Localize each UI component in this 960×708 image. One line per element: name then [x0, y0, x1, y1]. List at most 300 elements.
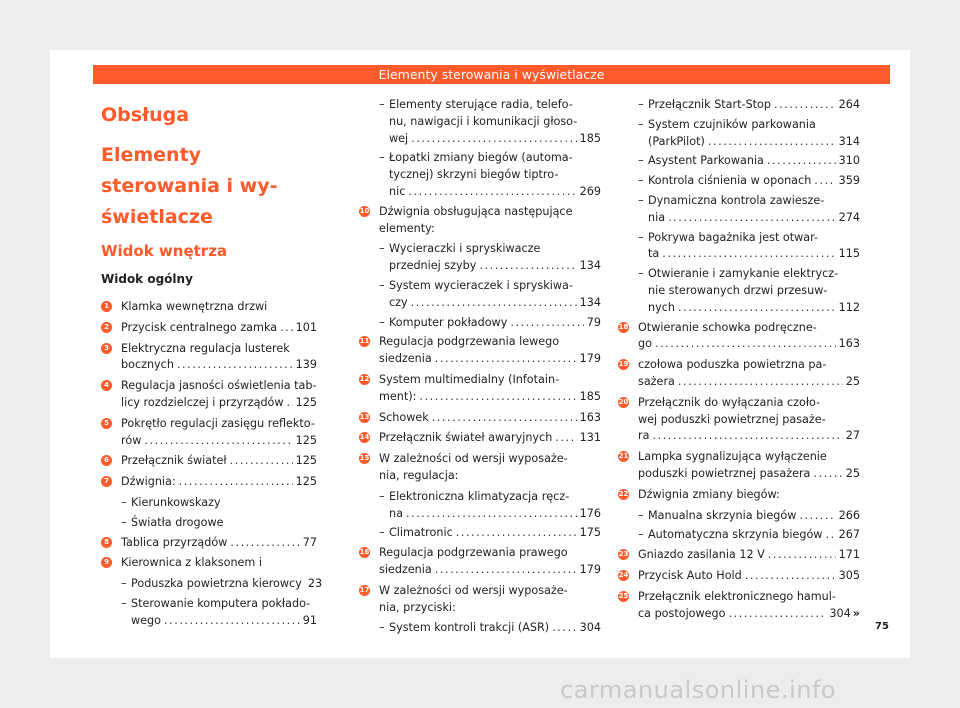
entry-text: rów: [121, 433, 142, 447]
entry-last-line: [121, 395, 317, 412]
callout-number-badge: 7: [101, 476, 112, 487]
dash-bullet: –: [638, 528, 644, 542]
callout-number-badge: 3: [101, 343, 112, 354]
sub-entry: [101, 576, 323, 593]
page-reference-link[interactable]: 310: [838, 154, 860, 168]
entry-text: Dźwignia:: [121, 475, 176, 489]
entry-text-line: Łopatki zmiany biegów (automa-: [389, 151, 573, 165]
index-entry: [101, 535, 317, 552]
leader-dots: [164, 613, 300, 630]
sub-entry: [359, 278, 601, 312]
entry-last-line: [131, 613, 317, 630]
section-header-bar: Elementy sterowania i wyświetlacze: [93, 65, 890, 84]
entry-text: licy rozdzielczej i przyrządów: [121, 395, 284, 409]
entry-text: Schowek: [379, 410, 429, 424]
entry-text-line: Wycieraczki i spryskiwacze: [389, 242, 541, 256]
sub-entry: [101, 495, 317, 512]
entry-last-line: [389, 525, 601, 542]
page-reference-link[interactable]: 134: [579, 295, 601, 309]
index-entry: [359, 372, 601, 406]
index-entry: [618, 547, 860, 564]
sub-entry: [101, 515, 317, 532]
sub-entry: [618, 266, 860, 316]
callout-number-badge: 25: [618, 591, 629, 600]
page-reference-link[interactable]: 101: [295, 320, 317, 334]
heading-widok-ogolny: [101, 271, 317, 287]
entry-text: siedzenia: [379, 562, 432, 576]
entry-text: Kierunkowskazy: [131, 495, 221, 509]
entry-text: Kierownica z klaksonem i: [121, 556, 262, 570]
entry-text: elementy:: [379, 221, 435, 235]
leader-dots: [555, 430, 576, 447]
index-entry: [101, 555, 317, 572]
entry-text-line: W zależności od wersji wyposaże-: [379, 452, 568, 466]
page-reference-link[interactable]: 163: [838, 337, 860, 351]
entry-text: go: [638, 337, 652, 351]
entry-last-line: [121, 433, 317, 450]
leader-dots: [177, 357, 293, 374]
sub-entry: [618, 527, 860, 544]
entry-last-line: [389, 506, 601, 523]
page-reference-link[interactable]: 125: [295, 475, 317, 489]
index-entry: [101, 378, 317, 412]
callout-number-badge: 20: [618, 397, 629, 406]
sub-entry: [618, 97, 860, 114]
index-entry: [359, 334, 601, 368]
entry-text-line: Przełącznik do wyłączania czoło-: [638, 395, 821, 409]
entry-text: czy: [389, 295, 408, 309]
callout-number-badge: 14: [359, 433, 370, 442]
dash-bullet: –: [379, 526, 385, 540]
entry-last-line: [638, 428, 860, 445]
heading-obsluga: Obsługa: [101, 104, 190, 126]
entry-text: Światła drogowe: [131, 515, 224, 529]
heading-widok-wnetrza: Widok wnętrza: [101, 242, 228, 260]
entry-text: ra: [638, 429, 650, 443]
sub-entry: [359, 489, 601, 523]
heading-elementy-sterowania: [101, 140, 317, 233]
index-entry: [101, 341, 317, 375]
page-reference-link[interactable]: 112: [838, 300, 860, 314]
heading-line-1: Elementy sterowania i wy-: [101, 144, 278, 197]
page-reference-link[interactable]: 359: [838, 174, 860, 188]
entry-text-line: Elementy sterujące radia, telefo-: [389, 98, 573, 111]
sub-entry: [359, 241, 601, 275]
entry-text: Manualna skrzynia biegów: [648, 508, 797, 522]
sub-entry: [359, 620, 601, 637]
entry-text: Przełącznik świateł: [121, 454, 227, 468]
entry-text: Przycisk centralnego zamka: [121, 320, 278, 334]
callout-number-badge: 5: [101, 418, 112, 429]
leader-dots: [662, 246, 835, 263]
entry-text: (ParkPilot): [648, 134, 705, 148]
leader-dots: [406, 506, 577, 523]
sub-entry: [618, 117, 860, 151]
entry-last-line: [638, 547, 860, 564]
entry-last-line: [389, 620, 601, 637]
page-reference-link[interactable]: 77: [302, 535, 317, 549]
column-3: [618, 97, 860, 626]
entry-text: Poduszka powietrzna kierowcy: [131, 577, 302, 591]
callout-number-badge: 6: [101, 455, 112, 466]
page-reference-link[interactable]: 125: [295, 454, 317, 468]
entry-text-line: Otwieranie schowka podręczne-: [638, 320, 817, 334]
entry-last-line: [648, 508, 860, 525]
page-reference-link[interactable]: 305: [838, 568, 860, 582]
sub-entry: [359, 97, 601, 147]
callout-number-badge: 19: [618, 360, 629, 369]
callout-number-badge: 18: [618, 322, 629, 331]
entry-text-line: nia, regulacja:: [379, 468, 459, 482]
entry-text: bocznych: [121, 358, 174, 372]
dash-bullet: –: [121, 515, 127, 529]
dash-bullet: –: [638, 174, 644, 188]
dash-bullet: –: [638, 267, 644, 281]
entry-last-line: [389, 295, 601, 312]
page-reference-link[interactable]: 175: [579, 526, 601, 540]
page-reference-link[interactable]: 27: [845, 429, 860, 443]
leader-dots: [813, 466, 842, 483]
entry-last-line: [121, 320, 317, 337]
entry-text-line: wej poduszki powietrznej pasaże-: [638, 412, 826, 426]
entry-text: sażera: [638, 374, 675, 388]
callout-number-badge: 10: [359, 206, 370, 215]
entry-last-line: [379, 389, 601, 406]
heading-widok-ogolny-label: Widok ogólny: [101, 272, 193, 286]
entry-last-line: [131, 576, 323, 593]
callout-number-badge: 24: [618, 570, 629, 579]
page-reference-link[interactable]: 264: [838, 98, 860, 111]
entry-last-line: [648, 527, 860, 544]
dash-bullet: –: [379, 621, 385, 635]
index-entry: [359, 451, 601, 485]
entry-text-line: System multimedialny (Infotain-: [379, 372, 560, 386]
page-reference-link[interactable]: 176: [579, 506, 601, 520]
entry-text-line: Otwieranie i zamykanie elektrycz-: [648, 267, 839, 281]
page-reference-link[interactable]: 267: [838, 528, 860, 542]
page-reference-link[interactable]: 304: [579, 621, 601, 635]
leader-dots: [280, 320, 293, 337]
index-list-column-2: [359, 97, 601, 637]
entry-text-line: nie sterowanych drzwi przesuw-: [648, 283, 828, 297]
entry-last-line: [379, 351, 601, 368]
sub-entry: [618, 230, 860, 264]
callout-number-badge: 23: [618, 550, 629, 559]
index-entry: [618, 395, 860, 445]
page-reference-link[interactable]: 185: [579, 389, 601, 403]
dash-bullet: –: [638, 193, 644, 207]
leader-dots: [408, 184, 576, 201]
entry-text-line: Pokrywa bagażnika jest otwar-: [648, 230, 819, 244]
dash-bullet: –: [379, 242, 385, 256]
page-reference-link[interactable]: 163: [579, 410, 601, 424]
dash-bullet: –: [638, 98, 644, 111]
leader-dots: [435, 562, 577, 579]
index-entry: [359, 204, 601, 238]
entry-last-line: [648, 173, 860, 190]
leader-dots: [745, 568, 836, 585]
dash-bullet: –: [121, 577, 127, 591]
index-entry: [101, 416, 317, 450]
index-entry: [618, 568, 860, 585]
entry-last-line: [121, 299, 317, 316]
entry-text: Kontrola ciśnienia w oponach: [648, 174, 812, 188]
index-entry: [101, 453, 317, 470]
leader-dots: [668, 210, 836, 227]
callout-number-badge: 12: [359, 374, 370, 383]
entry-text-line: nia, przyciski:: [379, 600, 456, 614]
sub-entry: [101, 596, 317, 630]
leader-dots: [768, 547, 836, 564]
entry-text: siedzenia: [379, 352, 432, 366]
dash-bullet: –: [638, 117, 644, 131]
entry-last-line: [648, 246, 860, 263]
page-reference-link[interactable]: 134: [579, 259, 601, 273]
callout-number-badge: 17: [359, 585, 370, 594]
leader-dots: [144, 433, 292, 450]
callout-number-badge: 21: [618, 452, 629, 461]
leader-dots: [678, 300, 836, 317]
page-reference-link[interactable]: 314: [838, 134, 860, 148]
dash-bullet: –: [638, 230, 644, 244]
entry-text: Asystent Parkowania: [648, 154, 764, 168]
leader-dots: [287, 395, 293, 412]
leader-dots: [411, 295, 577, 312]
page-reference-link[interactable]: 25: [845, 374, 860, 388]
entry-text: Climatronic: [389, 526, 453, 540]
page-reference-link[interactable]: 91: [302, 613, 317, 627]
page-reference-link[interactable]: 179: [579, 562, 601, 576]
entry-last-line: [638, 487, 860, 504]
column-1: [101, 104, 323, 633]
entry-text: System kontroli trakcji (ASR): [389, 621, 550, 635]
entry-text-line: Pokrętło regulacji zasięgu reflekto-: [121, 416, 315, 430]
entry-text: nic: [389, 184, 406, 198]
continue-arrow-icon: »: [852, 606, 860, 620]
entry-last-line: [121, 453, 317, 470]
entry-last-line: [379, 410, 601, 427]
entry-text-line: Elektryczna regulacja lusterek: [121, 341, 290, 355]
leader-dots: [814, 173, 835, 190]
entry-last-line: [638, 568, 860, 585]
entry-text-line: czołowa poduszka powietrzna pa-: [638, 358, 827, 372]
entry-text-line: System czujników parkowania: [648, 117, 816, 131]
entry-text: ca postojowego: [638, 606, 726, 620]
page-reference-link[interactable]: 25: [845, 466, 860, 480]
leader-dots: [767, 153, 836, 170]
index-entry: [618, 449, 860, 483]
entry-last-line: [638, 336, 860, 353]
index-entry: [618, 589, 860, 623]
entry-text: ment):: [379, 389, 417, 403]
leader-dots: [774, 97, 836, 114]
leader-dots: [230, 453, 293, 470]
dash-bullet: –: [121, 495, 127, 509]
column-2: [359, 97, 601, 640]
entry-last-line: [131, 495, 317, 512]
callout-number-badge: 2: [101, 322, 112, 333]
sub-entry: [618, 508, 860, 525]
leader-dots: [799, 508, 835, 525]
entry-last-line: [389, 184, 601, 201]
callout-number-badge: 13: [359, 412, 370, 421]
entry-last-line: [379, 562, 601, 579]
leader-dots: [456, 525, 577, 542]
leader-dots: [652, 428, 842, 445]
dash-bullet: –: [379, 151, 385, 165]
entry-text-line: Dźwignia obsługująca następujące: [379, 204, 573, 218]
leader-dots: [708, 134, 836, 151]
entry-text: poduszki powietrznej pasażera: [638, 466, 811, 480]
entry-last-line: [638, 466, 860, 483]
page-reference-link[interactable]: 131: [579, 431, 601, 445]
page-reference-link[interactable]: 171: [838, 548, 860, 562]
entry-last-line: [638, 606, 860, 623]
callout-number-badge: 4: [101, 380, 112, 391]
entry-text: Komputer pokładowy: [389, 315, 508, 329]
dash-bullet: –: [379, 489, 385, 503]
leader-dots: [432, 410, 577, 427]
index-entry: [359, 410, 601, 427]
callout-number-badge: 15: [359, 454, 370, 463]
page-reference-link[interactable]: 23: [307, 577, 323, 591]
leader-dots: [825, 527, 835, 544]
sub-entry: [618, 153, 860, 170]
page-reference-link[interactable]: 115: [838, 247, 860, 261]
page-reference-link[interactable]: 79: [586, 315, 601, 329]
entry-last-line: [131, 515, 317, 532]
leader-dots: [510, 315, 583, 332]
index-entry: [101, 474, 317, 491]
sub-entry: [359, 525, 601, 542]
callout-number-badge: 16: [359, 548, 370, 557]
entry-text-line: Sterowanie komputera pokłado-: [131, 596, 311, 610]
sub-entry: [359, 150, 601, 200]
entry-text-line: W zależności od wersji wyposaże-: [379, 583, 568, 597]
leader-dots: [411, 131, 576, 148]
entry-text: nia: [648, 210, 666, 224]
entry-text: na: [389, 506, 403, 520]
entry-last-line: [121, 474, 317, 491]
callout-number-badge: 8: [101, 537, 112, 548]
entry-text: wej: [389, 131, 409, 145]
index-list-column-1: [101, 299, 323, 630]
entry-text-line: Dynamiczna kontrola zawiesze-: [648, 193, 825, 207]
index-entry: [101, 320, 317, 337]
entry-text: Dźwignia zmiany biegów:: [638, 487, 780, 501]
entry-text: Gniazdo zasilania 12 V: [638, 548, 765, 562]
entry-text: Klamka wewnętrzna drzwi: [121, 300, 268, 313]
entry-text-line: Elektroniczna klimatyzacja ręcz-: [389, 489, 570, 503]
leader-dots: [230, 535, 299, 552]
entry-text: Tablica przyrządów: [121, 535, 228, 549]
entry-text-line: Regulacja podgrzewania prawego: [379, 546, 568, 560]
entry-last-line: [121, 555, 317, 572]
entry-text-line: Regulacja jasności oświetlenia tab-: [121, 379, 317, 393]
page-reference-link[interactable]: 185: [579, 131, 601, 145]
dash-bullet: –: [638, 508, 644, 522]
entry-last-line: [121, 535, 317, 552]
index-entry: [618, 320, 860, 354]
leader-dots: [552, 620, 576, 637]
sub-entry: [618, 173, 860, 190]
callout-number-badge: 11: [359, 337, 370, 346]
entry-text: Przełącznik Start-Stop: [648, 98, 771, 111]
page-reference-link[interactable]: 125: [295, 395, 317, 409]
leader-dots: [179, 474, 293, 491]
callout-number-badge: 1: [101, 301, 112, 312]
entry-text-line: Regulacja podgrzewania lewego: [379, 335, 560, 349]
page-reference-link[interactable]: 304: [829, 606, 851, 620]
page-reference-link[interactable]: 179: [579, 352, 601, 366]
entry-last-line: [389, 131, 601, 148]
entry-text: Przełącznik świateł awaryjnych: [379, 431, 553, 445]
entry-last-line: [389, 258, 601, 275]
watermark: carmanualsonline.info: [560, 676, 837, 704]
entry-last-line: [379, 221, 601, 238]
entry-last-line: [379, 430, 601, 447]
page-reference-link[interactable]: 274: [838, 210, 860, 224]
leader-dots: [479, 258, 576, 275]
index-entry: [618, 357, 860, 391]
leader-dots: [655, 336, 836, 353]
entry-last-line: [121, 357, 317, 374]
entry-text: nych: [648, 300, 675, 314]
index-entry: [101, 299, 317, 316]
dash-bullet: –: [379, 278, 385, 292]
entry-text: wego: [131, 613, 161, 627]
dash-bullet: –: [379, 315, 385, 329]
page-reference-link[interactable]: 139: [295, 358, 317, 372]
callout-number-badge: 9: [101, 557, 112, 568]
entry-text-line: tycznej) skrzyni biegów tiptro-: [389, 168, 559, 182]
entry-text-line: Lampka sygnalizująca wyłączenie: [638, 450, 827, 464]
page-reference-link[interactable]: 266: [838, 508, 860, 522]
entry-last-line: [648, 97, 860, 114]
leader-dots: [419, 389, 576, 406]
page-number: 75: [875, 621, 889, 632]
entry-text-line: nu, nawigacji i komunikacji głoso-: [389, 114, 578, 128]
index-entry: [359, 545, 601, 579]
entry-text-line: System wycieraczek i spryskiwa-: [389, 278, 573, 292]
entry-last-line: [648, 300, 860, 317]
leader-dots: [435, 351, 577, 368]
entry-last-line: [648, 134, 860, 151]
entry-last-line: [638, 374, 860, 391]
entry-text: Automatyczna skrzynia biegów: [648, 528, 823, 542]
entry-last-line: [389, 315, 601, 332]
page-reference-link[interactable]: 269: [579, 184, 601, 198]
leader-dots: [678, 374, 843, 391]
index-entry: [618, 487, 860, 504]
sub-entry: [359, 315, 601, 332]
entry-text-line: Przełącznik elektronicznego hamul-: [638, 589, 836, 603]
entry-text: przedniej szyby: [389, 259, 477, 273]
entry-last-line: [648, 153, 860, 170]
heading-line-2: świetlacze: [101, 206, 213, 228]
entry-text: Przycisk Auto Hold: [638, 568, 742, 582]
leader-dots: [729, 606, 827, 623]
dash-bullet: –: [121, 596, 127, 610]
index-list-column-3: [618, 97, 860, 622]
index-entry: [359, 583, 601, 617]
entry-last-line: [648, 210, 860, 227]
page-reference-link[interactable]: 125: [295, 433, 317, 447]
index-entry: [359, 430, 601, 447]
dash-bullet: –: [379, 98, 385, 111]
callout-number-badge: 22: [618, 489, 629, 498]
entry-text: ta: [648, 247, 660, 261]
